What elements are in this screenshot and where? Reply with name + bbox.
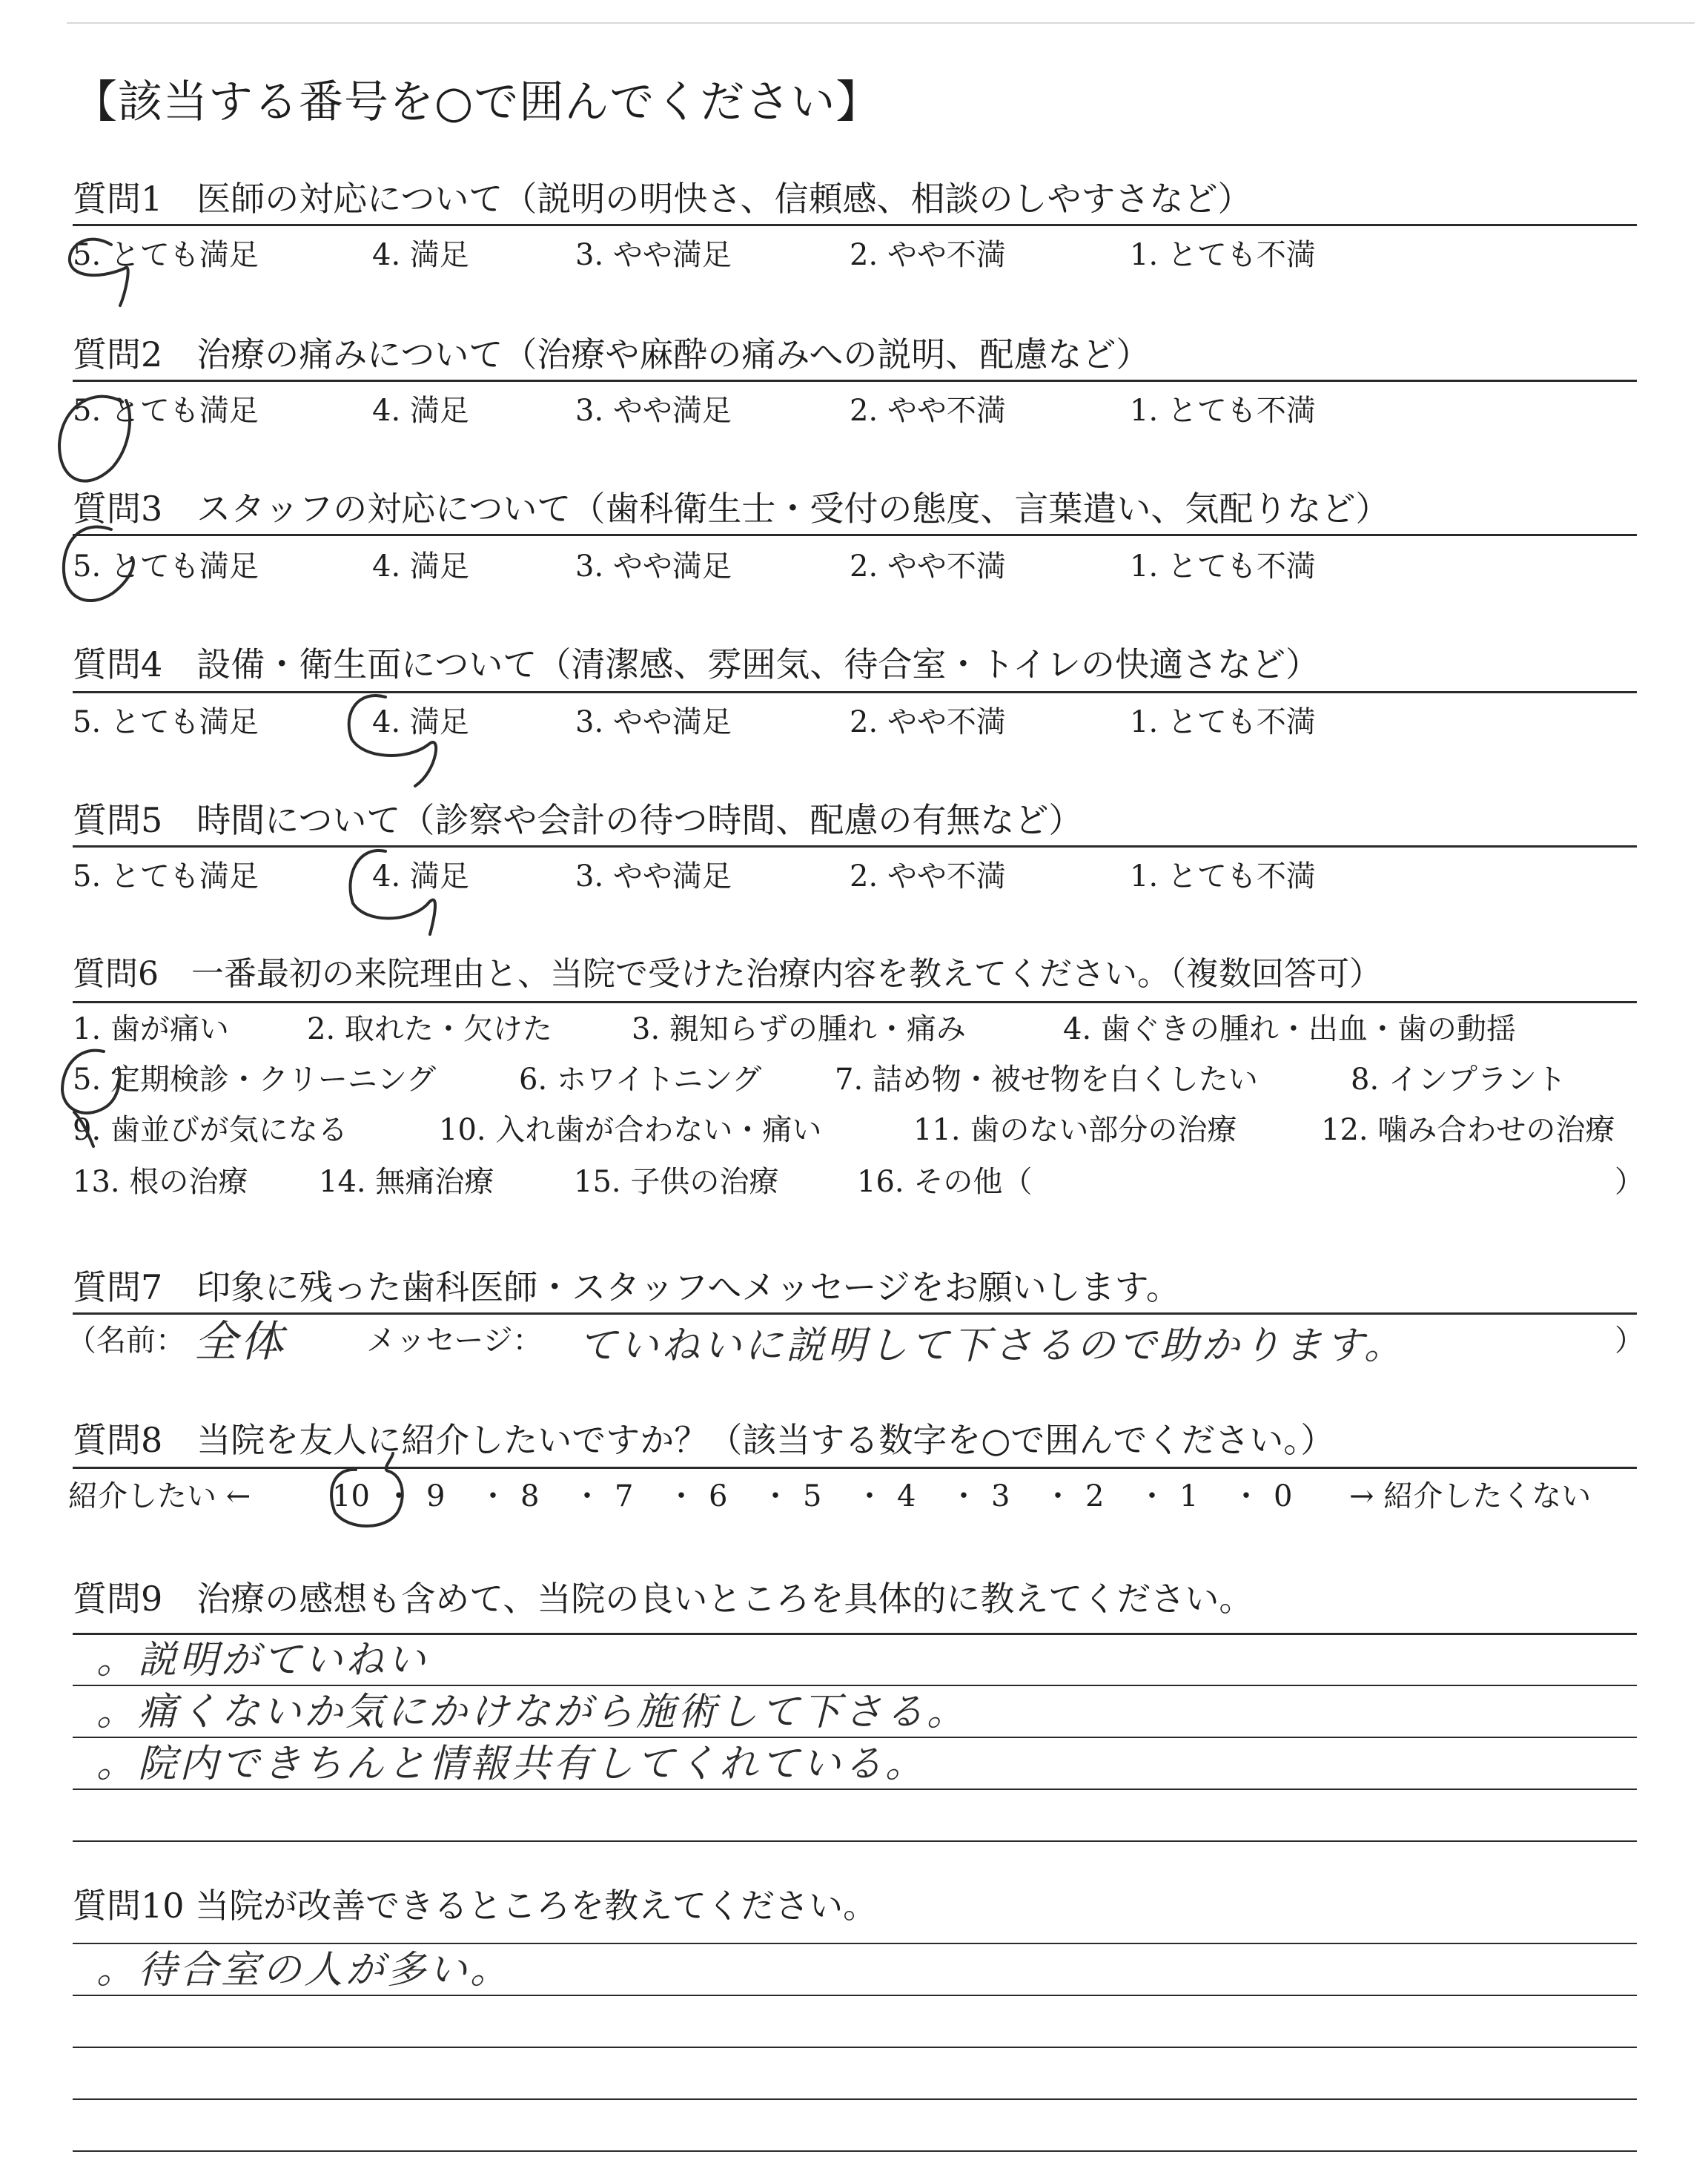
question-7-rule (73, 1312, 1637, 1315)
q8-scale-separator: ・ (666, 1479, 696, 1513)
q6-option-15[interactable]: 15. 子供の治療 (574, 1165, 779, 1199)
q6-option-12[interactable]: 12. 噛み合わせの治療 (1321, 1113, 1615, 1147)
q8-scale-10[interactable]: 10 (332, 1479, 370, 1513)
q7-close: ） (1615, 1324, 1644, 1358)
q2-option-4[interactable]: 4. 満足 (372, 394, 469, 428)
q8-right-label: → 紹介したくない (1349, 1479, 1592, 1513)
q8-scale-separator: ・ (949, 1479, 979, 1513)
q6-option-6[interactable]: 6. ホワイトニング (519, 1063, 762, 1097)
q9-answer-1[interactable]: 。説明がていねい (96, 1638, 429, 1682)
q2-option-5[interactable]: 5. とても満足 (73, 394, 259, 428)
question-4-title: 質問4 設備・衛生面について（清潔感、雰囲気、待合室・トイレの快適さなど） (73, 644, 1320, 684)
q6-option-1[interactable]: 1. 歯が痛い (73, 1012, 229, 1046)
question-8-rule (73, 1467, 1637, 1469)
top-border (67, 22, 1695, 24)
q8-scale-1[interactable]: 1 (1179, 1479, 1199, 1513)
q8-scale-4[interactable]: 4 (897, 1479, 916, 1513)
q9-line-4 (73, 1789, 1637, 1790)
q4-option-3[interactable]: 3. やや満足 (575, 705, 732, 739)
q9-line-3 (73, 1737, 1637, 1738)
question-2-rule (73, 380, 1637, 382)
q8-scale-5[interactable]: 5 (803, 1479, 822, 1513)
q6-option-14[interactable]: 14. 無痛治療 (319, 1165, 494, 1199)
q3-option-1[interactable]: 1. とても不満 (1130, 549, 1316, 584)
q6-option-3[interactable]: 3. 親知らずの腫れ・痛み (632, 1012, 966, 1046)
q2-option-1[interactable]: 1. とても不満 (1130, 394, 1316, 428)
q8-left-label: 紹介したい ← (68, 1479, 251, 1513)
q8-scale-separator: ・ (384, 1479, 414, 1513)
q9-line-2 (73, 1685, 1637, 1686)
q5-option-2[interactable]: 2. やや不満 (850, 859, 1006, 894)
q1-option-1[interactable]: 1. とても不満 (1130, 238, 1316, 272)
q5-option-1[interactable]: 1. とても不満 (1130, 859, 1316, 894)
q7-message-handwriting[interactable]: ていねいに説明して下さるので助かります。 (578, 1324, 1406, 1368)
q9-line-1 (73, 1633, 1637, 1635)
q3-option-2[interactable]: 2. やや不満 (850, 549, 1006, 584)
q6-option-5[interactable]: 5. 定期検診・クリーニング (73, 1063, 437, 1097)
question-3-rule (73, 534, 1637, 536)
q7-name-handwriting[interactable]: 全体 (194, 1316, 287, 1367)
q6-option-2[interactable]: 2. 取れた・欠けた (307, 1012, 552, 1046)
q7-name-label: （名前： (67, 1324, 185, 1358)
q6-option-7[interactable]: 7. 詰め物・被せ物を白くしたい (835, 1063, 1258, 1097)
q1-option-3[interactable]: 3. やや満足 (575, 238, 732, 272)
q10-line-1 (73, 1943, 1637, 1944)
q10-line-2 (73, 1995, 1637, 1996)
q1-option-2[interactable]: 2. やや不満 (850, 238, 1006, 272)
question-2-title: 質問2 治療の痛みについて（治療や麻酔の痛みへの説明、配慮など） (73, 334, 1151, 374)
question-5-title: 質問5 時間について（診察や会計の待つ時間、配慮の有無など） (73, 800, 1083, 840)
q4-option-4[interactable]: 4. 満足 (372, 705, 469, 739)
page-heading: 【該当する番号を○で囲んでください】 (73, 76, 881, 128)
question-3-title: 質問3 スタッフの対応について（歯科衛生士・受付の態度、言葉遣い、気配りなど） (73, 489, 1390, 529)
question-10-title: 質問10 当院が改善できるところを教えてください。 (73, 1886, 878, 1926)
question-7-title: 質問7 印象に残った歯科医師・スタッフへメッセージをお願いします。 (73, 1267, 1180, 1307)
q6-option-10[interactable]: 10. 入れ歯が合わない・痛い (439, 1113, 822, 1147)
q3-option-4[interactable]: 4. 満足 (372, 549, 469, 584)
q8-scale-6[interactable]: 6 (709, 1479, 728, 1513)
q6-option-4[interactable]: 4. 歯ぐきの腫れ・出血・歯の動揺 (1063, 1012, 1516, 1046)
question-1-title: 質問1 医師の対応について（説明の明快さ、信頼感、相談のしやすさなど） (73, 179, 1252, 219)
q9-line-5 (73, 1840, 1637, 1842)
q10-line-5 (73, 2150, 1637, 2152)
q9-answer-3[interactable]: 。院内できちんと情報共有してくれている。 (96, 1742, 927, 1786)
q6-option-9[interactable]: 9. 歯並びが気になる (73, 1113, 348, 1147)
q10-line-3 (73, 2047, 1637, 2048)
q8-scale-separator: ・ (1137, 1479, 1167, 1513)
q8-scale-separator: ・ (855, 1479, 884, 1513)
question-1-rule (73, 224, 1637, 226)
q8-scale-3[interactable]: 3 (991, 1479, 1010, 1513)
q6-option-11[interactable]: 11. 歯のない部分の治療 (913, 1113, 1237, 1147)
q6-option-16[interactable]: 16. その他（ (857, 1165, 1033, 1199)
q10-answer-1[interactable]: 。待合室の人が多い。 (96, 1948, 512, 1992)
q9-answer-2[interactable]: 。痛くないか気にかけながら施術して下さる。 (96, 1690, 969, 1734)
q10-line-4 (73, 2098, 1637, 2100)
q2-option-2[interactable]: 2. やや不満 (850, 394, 1006, 428)
q5-option-5[interactable]: 5. とても満足 (73, 859, 259, 894)
q4-option-2[interactable]: 2. やや不満 (850, 705, 1006, 739)
q1-option-4[interactable]: 4. 満足 (372, 238, 469, 272)
q2-option-3[interactable]: 3. やや満足 (575, 394, 732, 428)
q8-scale-7[interactable]: 7 (615, 1479, 634, 1513)
question-5-rule (73, 845, 1637, 848)
q6-option-8[interactable]: 8. インプラント (1351, 1063, 1566, 1097)
question-6-title: 質問6 一番最初の来院理由と、当院で受けた治療内容を教えてください。（複数回答可） (73, 955, 1382, 993)
q8-scale-separator: ・ (761, 1479, 790, 1513)
q6-other-close: ） (1615, 1165, 1644, 1199)
q8-scale-9[interactable]: 9 (426, 1479, 446, 1513)
q8-scale-0[interactable]: 0 (1274, 1479, 1293, 1513)
question-9-title: 質問9 治療の感想も含めて、当院の良いところを具体的に教えてください。 (73, 1579, 1254, 1619)
q4-option-1[interactable]: 1. とても不満 (1130, 705, 1316, 739)
q5-option-4[interactable]: 4. 満足 (372, 859, 469, 894)
q8-scale-8[interactable]: 8 (520, 1479, 540, 1513)
q3-option-3[interactable]: 3. やや満足 (575, 549, 732, 584)
q8-scale-2[interactable]: 2 (1085, 1479, 1105, 1513)
q5-option-3[interactable]: 3. やや満足 (575, 859, 732, 894)
q1-option-5[interactable]: 5. とても満足 (73, 238, 259, 272)
q7-message-label: メッセージ： (366, 1324, 543, 1358)
q8-scale-separator: ・ (572, 1479, 602, 1513)
q6-option-13[interactable]: 13. 根の治療 (73, 1165, 248, 1199)
q8-scale-separator: ・ (1231, 1479, 1261, 1513)
question-4-rule (73, 691, 1637, 693)
q8-scale-separator: ・ (1043, 1479, 1073, 1513)
question-6-rule (73, 1001, 1637, 1003)
question-8-title: 質問8 当院を友人に紹介したいですか？（該当する数字を○で囲んでください。） (73, 1420, 1335, 1460)
q8-scale-separator: ・ (478, 1479, 508, 1513)
q3-option-5[interactable]: 5. とても満足 (73, 549, 259, 584)
q4-option-5[interactable]: 5. とても満足 (73, 705, 259, 739)
